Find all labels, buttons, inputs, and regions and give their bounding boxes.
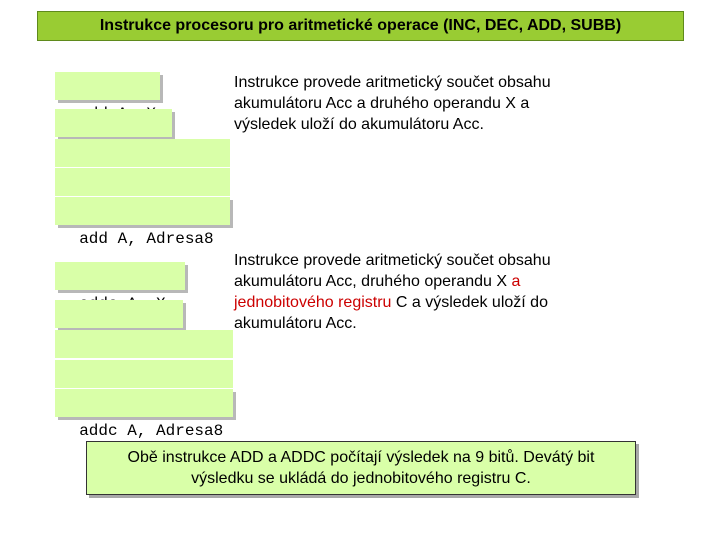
add-description-text: Instrukce provede aritmetický součet obsahu akumulátoru Acc a druhého operandu X a výsledek uloží do akumulátoru Acc. <box>234 74 551 133</box>
add-line-4 <box>55 168 230 196</box>
addc-description-highlight: a jednobitového registru <box>234 273 521 311</box>
addc-description <box>234 250 594 334</box>
add-line-1 <box>55 72 160 100</box>
addc-line-4 <box>55 360 233 388</box>
add-line-3 <box>55 139 230 167</box>
note-text: Obě instrukce ADD a ADDC počítají výsledek na 9 bitů. Devátý bit výsledku se ukládá do jednobitového registru C. <box>127 449 595 487</box>
addc-line-5-text: addc A, Adresa8 <box>79 422 224 440</box>
addc-line-2 <box>55 300 183 328</box>
page-title-text: Instrukce procesoru pro aritmetické operace (INC, DEC, ADD, SUBB) <box>99 17 622 34</box>
add-line-5-text: add A, Adresa8 <box>79 230 214 248</box>
page-title <box>37 11 684 41</box>
addc-line-3 <box>55 330 233 358</box>
add-line-5 <box>55 197 230 248</box>
add-line-2 <box>55 109 172 137</box>
addc-description-part2: C a výsledek uloží do akumulátoru Acc. <box>234 294 548 332</box>
add-description <box>234 72 579 135</box>
addc-description-part1: Instrukce provede aritmetický součet obsahu akumulátoru Acc, druhého operandu X <box>234 252 551 290</box>
addc-line-5 <box>55 389 233 440</box>
addc-line-1 <box>55 262 185 290</box>
note-box <box>86 441 636 495</box>
